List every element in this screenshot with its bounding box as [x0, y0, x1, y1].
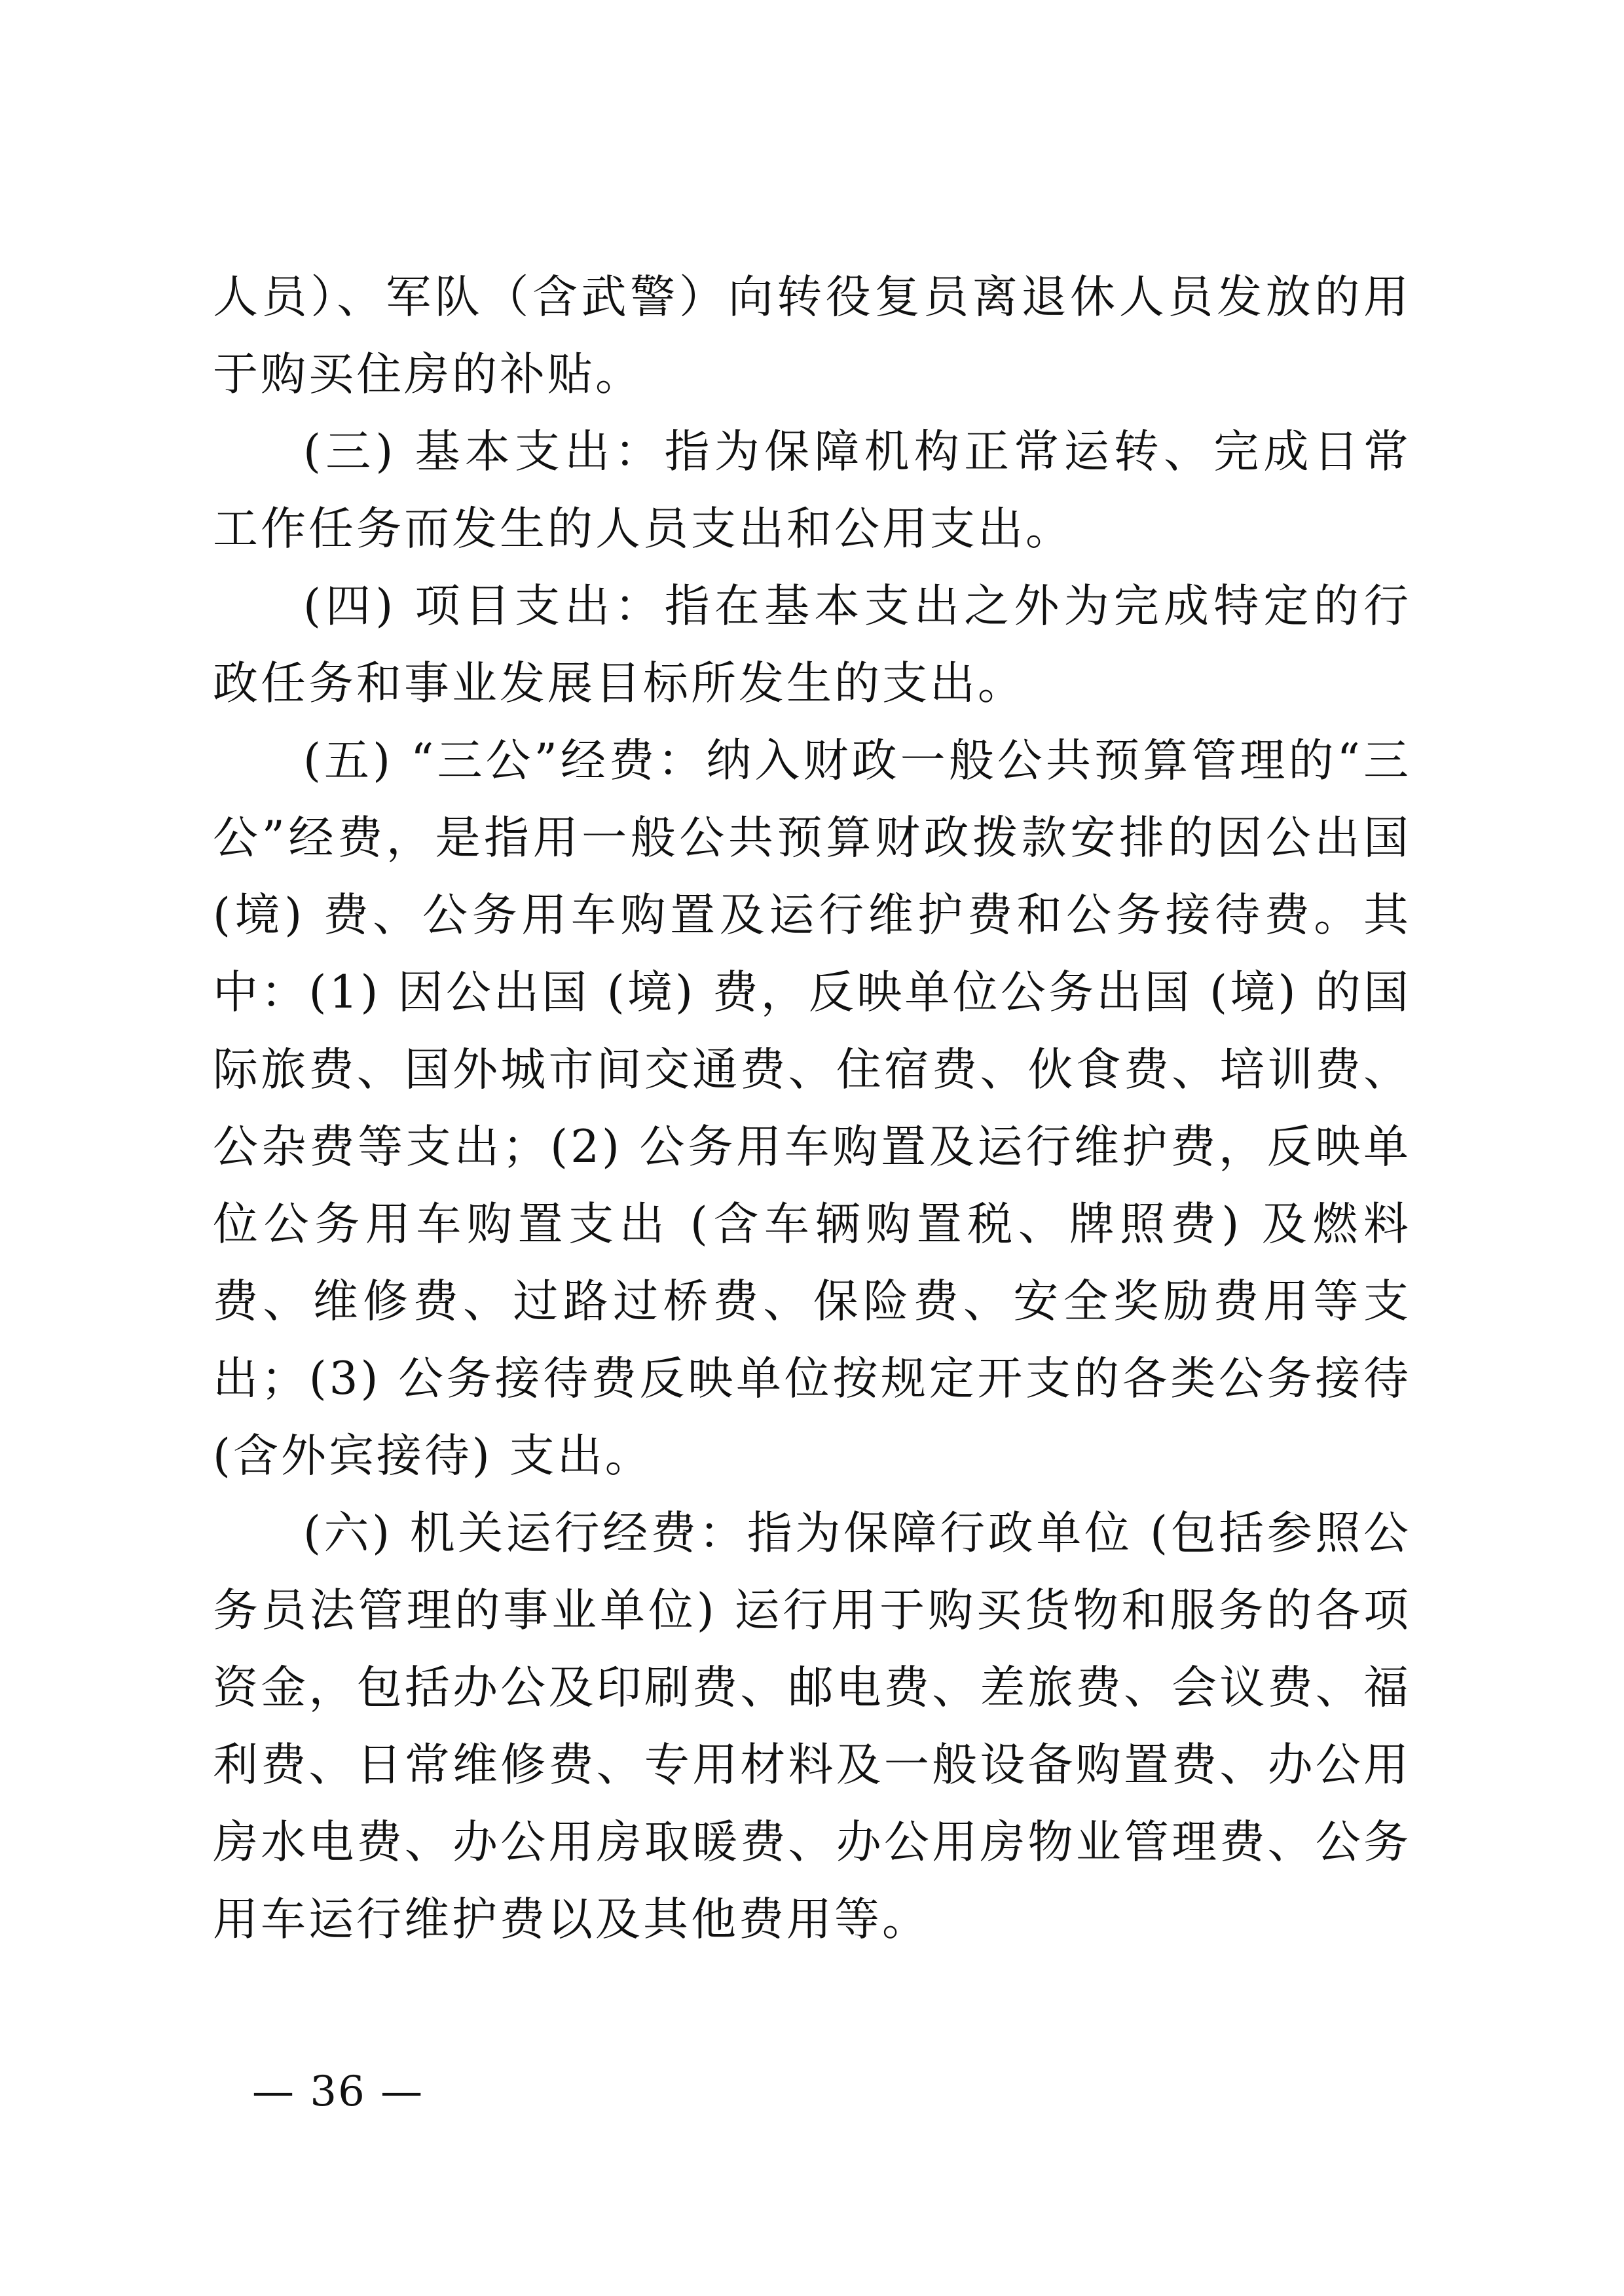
paragraph-agency-operating-expenses: (六) 机关运行经费：指为保障行政单位 (包括参照公务员法管理的事业单位) 运行用于购买货物和服务的各项资金，包括办公及印刷费、邮电费、差旅费、会议费、福利费、日常维修费、专用材料及一般设备购置费、办公用房水电费、办公用房取暖费、办公用房物业管理费、公务用车运行维护费以及其他费用等。	[213, 1507, 1411, 1946]
paragraph-three-public-expenses: (五) “三公”经费：纳入财政一般公共预算管理的“三公”经费，是指用一般公共预算财政拨款安排的因公出国 (境) 费、公务用车购置及运行维护费和公务接待费。其中：(1) 因公出国 (境) 费，反映单位公务出国 (境) 的国际旅费、国外城市间交通费、住宿费、伙食费、培训费、公杂费等支出；(2) 公务用车购置及运行维护费，反映单位公务用车购置支出 (含车辆购置税、牌照费) 及燃料费、维修费、过路过桥费、保险费、安全奖励费用等支出；(3) 公务接待费反映单位按规定开支的各类公务接待 (含外宾接待) 支出。	[213, 735, 1411, 1482]
page-number: — 36 —	[252, 2068, 424, 2116]
paragraph-housing-subsidy: 人员）、军队（含武警）向转役复员离退休人员发放的用于购买住房的补贴。	[213, 271, 1411, 401]
document-body	[213, 259, 1411, 1958]
paragraph-project-expenditure: (四) 项目支出：指在基本支出之外为完成特定的行政任务和事业发展目标所发生的支出。	[213, 580, 1411, 710]
paragraph-basic-expenditure: (三) 基本支出：指为保障机构正常运转、完成日常工作任务而发生的人员支出和公用支出。	[213, 426, 1411, 555]
